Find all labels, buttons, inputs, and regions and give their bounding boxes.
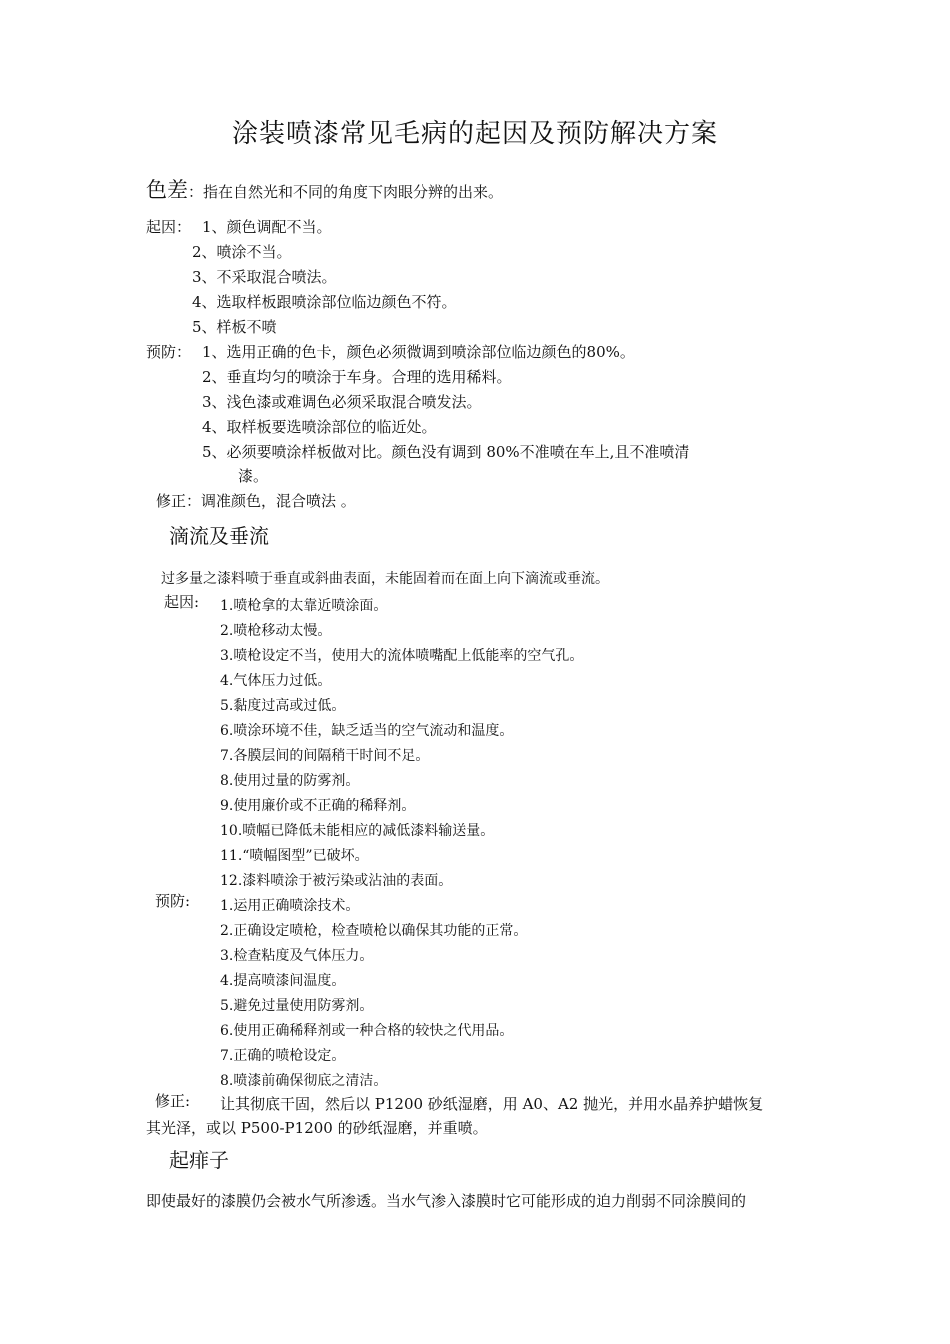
- drip-cause-item: 3.喷枪设定不当，使用大的流体喷嘴配上低能率的空气孔。: [220, 648, 584, 664]
- drip-definition: 过多量之漆料喷于垂直或斜曲表面，未能固着而在面上向下滴流或垂流。: [161, 571, 609, 587]
- color-diff-cause-item: 5、样板不喷: [192, 318, 277, 336]
- color-diff-prevent-item: 4、取样板要选喷涂部位的临近处。: [202, 418, 437, 436]
- drip-fix-line: 其光泽，或以 P500-P1200 的砂纸湿磨，并重喷。: [146, 1119, 488, 1137]
- color-diff-cause-label: 起因：: [146, 218, 192, 236]
- drip-cause-item: 10.喷幅已降低未能相应的减低漆料输送量。: [220, 823, 495, 839]
- color-diff-prevent-item: 5、必须要喷涂样板做对比。颜色没有调到 80%不准喷在车上,且不准喷清: [202, 443, 690, 461]
- color-diff-fix: 修正：调准颜色，混合喷法 。: [156, 492, 356, 510]
- drip-cause-item: 2.喷枪移动太慢。: [220, 623, 332, 639]
- color-diff-prevent-item: 3、浅色漆或难调色必须采取混合喷发法。: [202, 393, 482, 411]
- drip-prevent-label: 预防:: [155, 892, 191, 910]
- drip-fix-line: 让其彻底干固，然后以 P1200 砂纸湿磨，用 A0、A2 抛光，并用水晶养护蜡恢复: [220, 1095, 764, 1113]
- drip-prevent-item: 6.使用正确稀释剂或一种合格的较快之代用品。: [220, 1023, 514, 1039]
- drip-prevent-item: 8.喷漆前确保彻底之清洁。: [220, 1073, 388, 1089]
- drip-cause-item: 1.喷枪拿的太靠近喷涂面。: [220, 598, 388, 614]
- drip-cause-item: 9.使用廉价或不正确的稀释剂。: [220, 798, 416, 814]
- blister-text: 即使最好的漆膜仍会被水气所渗透。当水气渗入漆膜时它可能形成的迫力削弱不同涂膜间的: [146, 1192, 747, 1210]
- color-diff-cause-item: 4、选取样板跟喷涂部位临边颜色不符。: [192, 293, 457, 311]
- color-diff-cause-item: 1、颜色调配不当。: [202, 218, 332, 236]
- drip-cause-item: 11.“喷幅图型”已破坏。: [220, 848, 369, 864]
- color-diff-prevent-label: 预防：: [146, 343, 192, 361]
- color-diff-prevent-item: 1、选用正确的色卡，颜色必须微调到喷涂部位临边颜色的80%。: [202, 343, 635, 361]
- drip-cause-label: 起因:: [164, 593, 200, 611]
- document-title: 涂装喷漆常见毛病的起因及预防解决方案: [231, 119, 718, 149]
- drip-prevent-item: 3.检查粘度及气体压力。: [220, 948, 374, 964]
- blister-heading: 起痱子: [169, 1148, 229, 1172]
- color-diff-cause-item: 3、不采取混合喷法。: [192, 268, 337, 286]
- drip-prevent-item: 1.运用正确喷涂技术。: [220, 898, 360, 914]
- drip-prevent-item: 5.避免过量使用防雾剂。: [220, 998, 374, 1014]
- drip-cause-item: 8.使用过量的防雾剂。: [220, 773, 360, 789]
- drip-cause-item: 7.各膜层间的间隔稍干时间不足。: [220, 748, 430, 764]
- color-diff-definition: ：指在自然光和不同的角度下肉眼分辨的出来。: [188, 183, 504, 201]
- color-diff-prevent-item: 2、垂直均匀的喷涂于车身。合理的选用稀料。: [202, 368, 512, 386]
- color-diff-heading: 色差: [146, 178, 188, 202]
- drip-cause-item: 5.黏度过高或过低。: [220, 698, 346, 714]
- drip-fix-label: 修正:: [155, 1092, 191, 1110]
- color-diff-prevent-item: 漆。: [238, 467, 269, 485]
- drip-cause-item: 4.气体压力过低。: [220, 673, 332, 689]
- drip-cause-item: 6.喷涂环境不佳，缺乏适当的空气流动和温度。: [220, 723, 514, 739]
- color-diff-cause-item: 2、喷涂不当。: [192, 243, 292, 261]
- drip-prevent-item: 7.正确的喷枪设定。: [220, 1048, 346, 1064]
- drip-prevent-item: 4.提高喷漆间温度。: [220, 973, 346, 989]
- drip-cause-item: 12.漆料喷涂于被污染或沾油的表面。: [220, 873, 453, 889]
- drip-prevent-item: 2.正确设定喷枪，检查喷枪以确保其功能的正常。: [220, 923, 528, 939]
- color-diff-section-header: [146, 174, 503, 204]
- drip-heading: 滴流及垂流: [169, 524, 269, 548]
